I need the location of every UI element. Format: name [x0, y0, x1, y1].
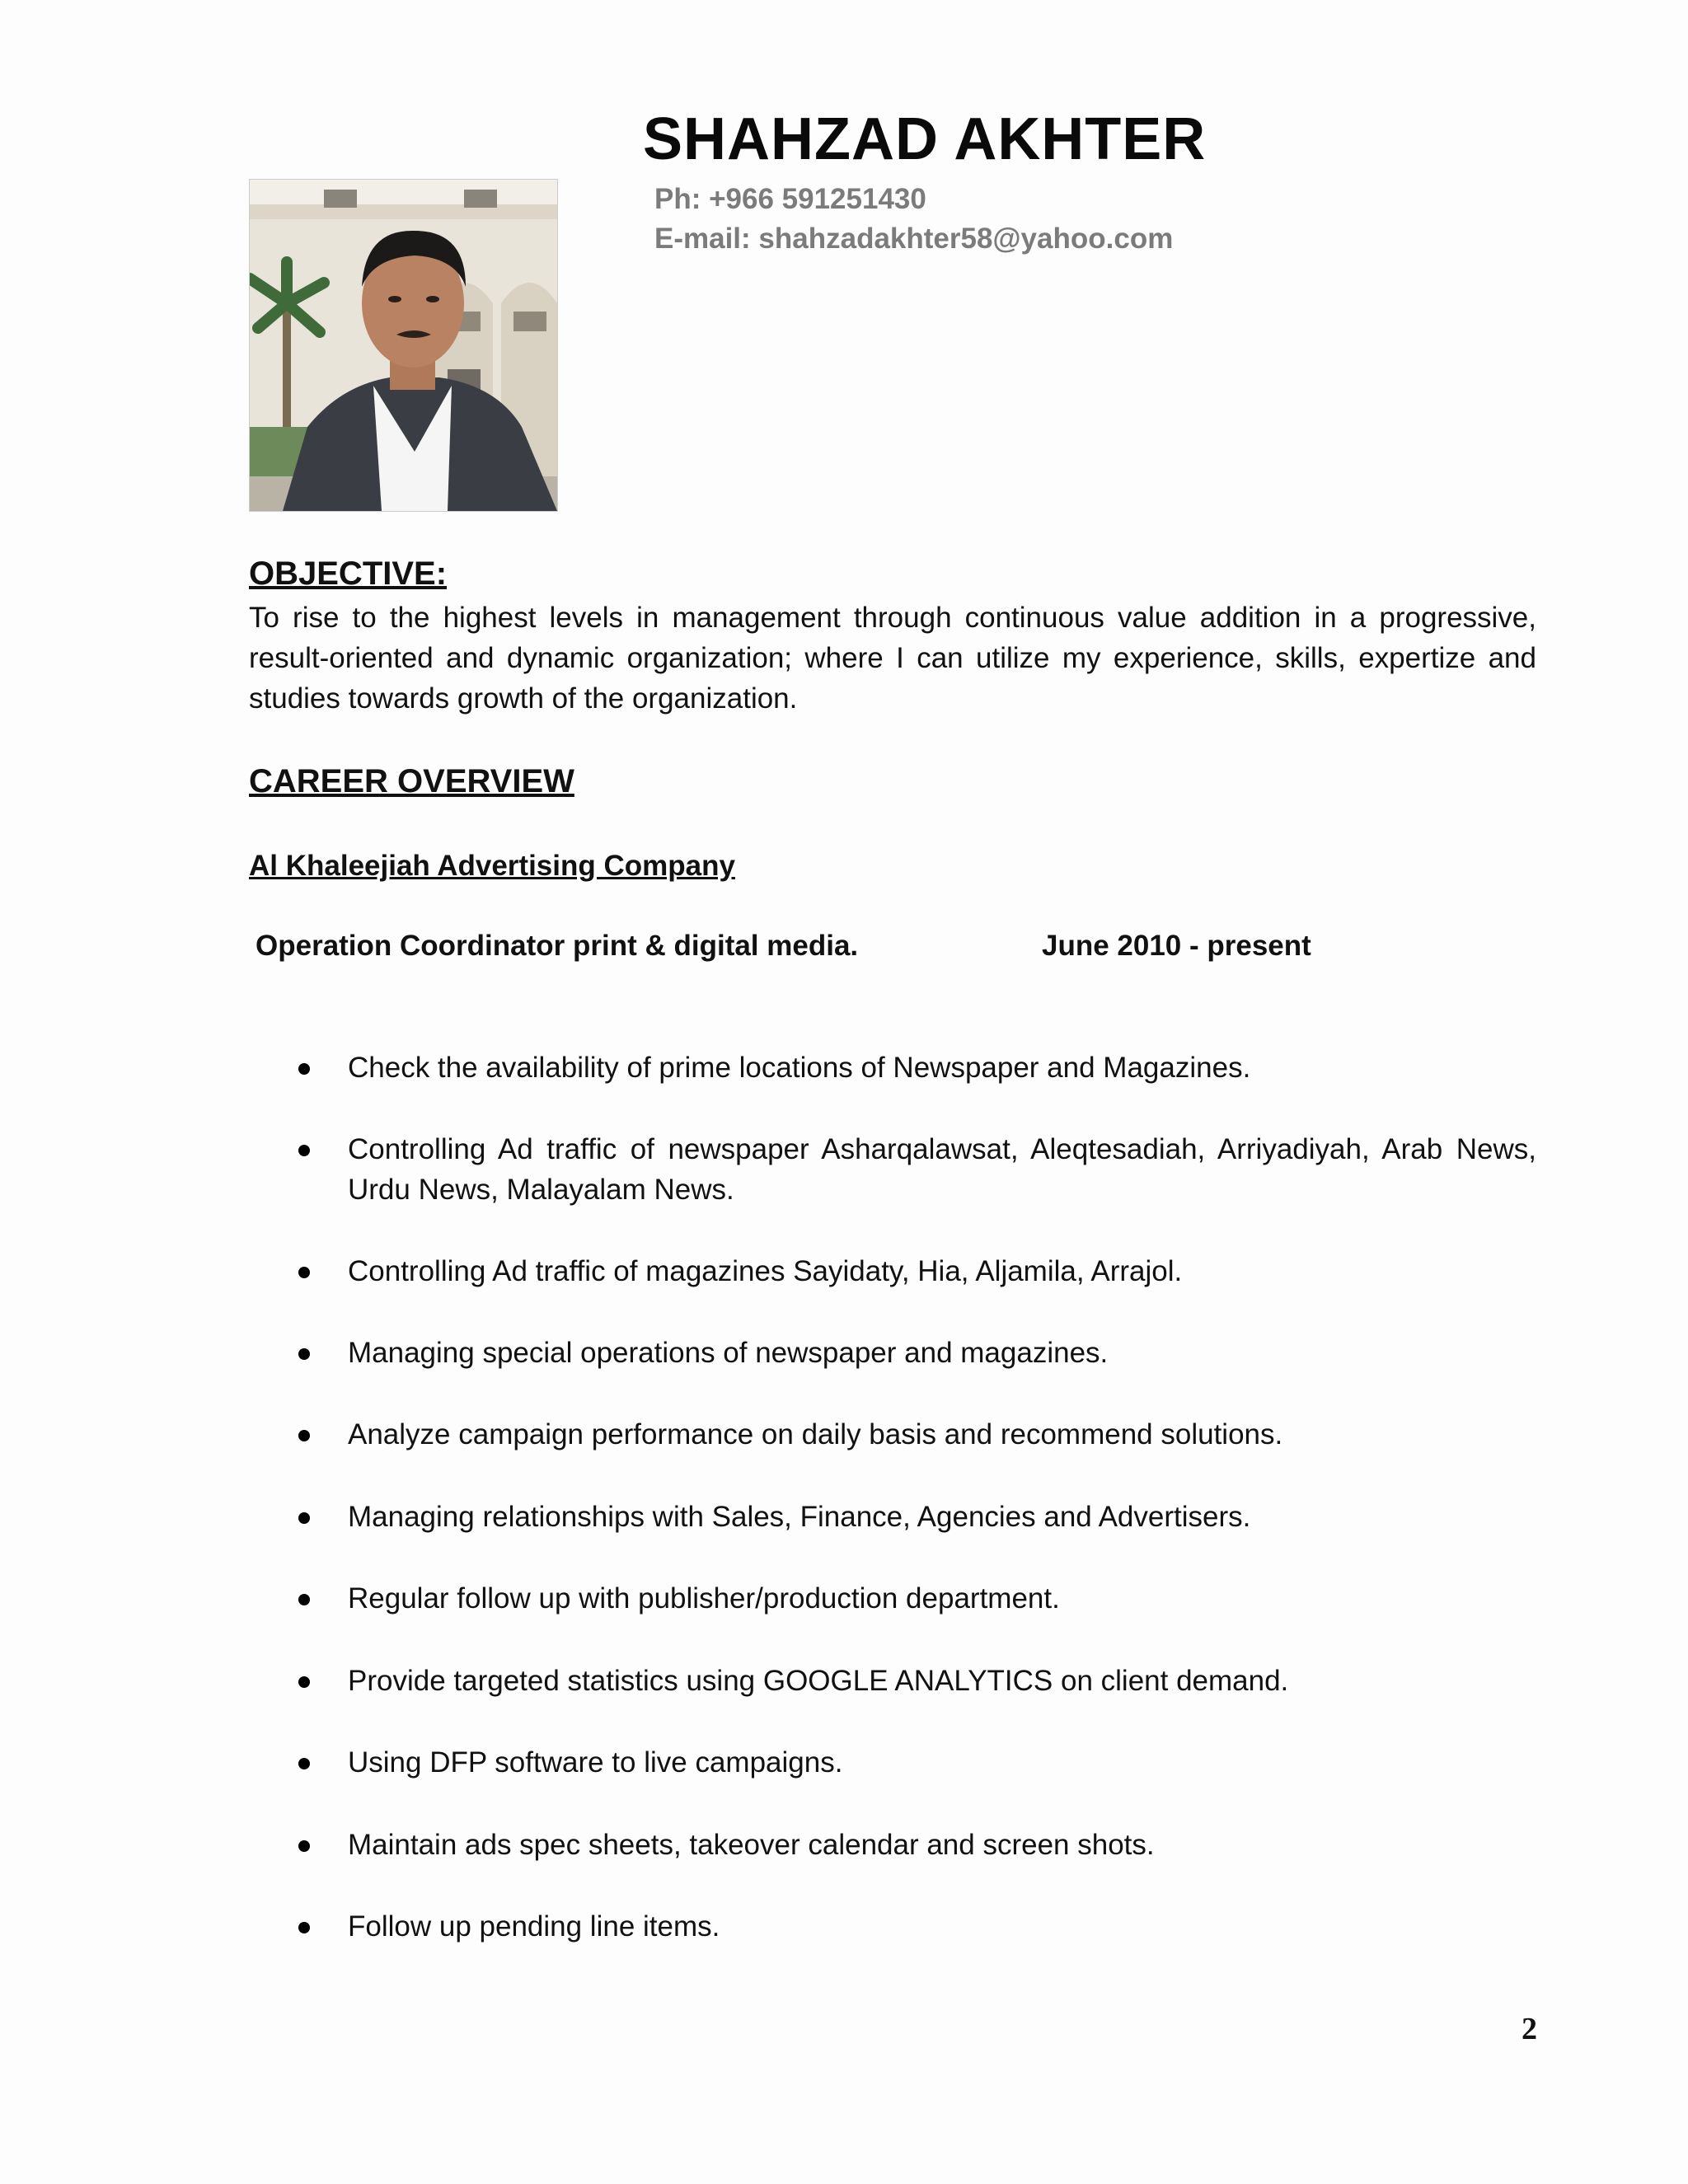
- bullet-icon: [298, 1676, 310, 1688]
- page-number: 2: [1522, 2012, 1537, 2046]
- list-item: Provide targeted statistics using GOOGLE ANALYTICS on client demand.: [348, 1665, 1289, 1697]
- list-item: Controlling Ad traffic of magazines Sayidaty, Hia, Aljamila, Arrajol.: [348, 1255, 1183, 1287]
- bullet-icon: [298, 1840, 310, 1852]
- bullet-icon: [298, 1063, 310, 1075]
- list-item: Managing special operations of newspaper and magazines.: [348, 1337, 1109, 1369]
- bullet-icon: [298, 1922, 310, 1933]
- email-address: E-mail: shahzadakhter58@yahoo.com: [654, 223, 1174, 255]
- profile-photo: [249, 179, 558, 512]
- list-item: Controlling Ad traffic of newspaper Asharqalawsat, Aleqtesadiah, Arriyadiyah, Arab News, Urdu News, Malayalam News.: [348, 1133, 1536, 1206]
- candidate-name: SHAHZAD AKHTER: [643, 106, 1207, 172]
- list-item: Maintain ads spec sheets, takeover calendar and screen shots.: [348, 1829, 1155, 1861]
- bullet-icon: [298, 1348, 310, 1360]
- objective-text: To rise to the highest levels in management through continuous value addition in a progressive, result-oriented and dynamic organization; where I can utilize my experience, skills, expertize and studies towards growth of the organization.: [249, 602, 1536, 715]
- career-overview-heading: CAREER OVERVIEW: [249, 763, 574, 799]
- bullet-icon: [298, 1758, 310, 1769]
- phone-number: Ph: +966 591251430: [654, 183, 926, 215]
- list-item: Managing relationships with Sales, Finance, Agencies and Advertisers.: [348, 1501, 1251, 1533]
- bullet-icon: [298, 1594, 310, 1605]
- list-item: Regular follow up with publisher/production department.: [348, 1582, 1060, 1615]
- bullet-icon: [298, 1512, 310, 1524]
- list-item: Follow up pending line items.: [348, 1910, 720, 1943]
- list-item: Analyze campaign performance on daily basis and recommend solutions.: [348, 1418, 1283, 1451]
- employment-dates: June 2010 - present: [1042, 930, 1311, 962]
- bullet-icon: [298, 1267, 310, 1278]
- job-title: Operation Coordinator print & digital media.: [256, 930, 859, 962]
- objective-heading: OBJECTIVE:: [249, 555, 448, 592]
- list-item: Using DFP software to live campaigns.: [348, 1746, 843, 1779]
- bullet-icon: [298, 1430, 310, 1441]
- list-item: Check the availability of prime locations of Newspaper and Magazines.: [348, 1052, 1251, 1084]
- bullet-icon: [298, 1145, 310, 1156]
- company-name: Al Khaleejiah Advertising Company: [249, 850, 735, 882]
